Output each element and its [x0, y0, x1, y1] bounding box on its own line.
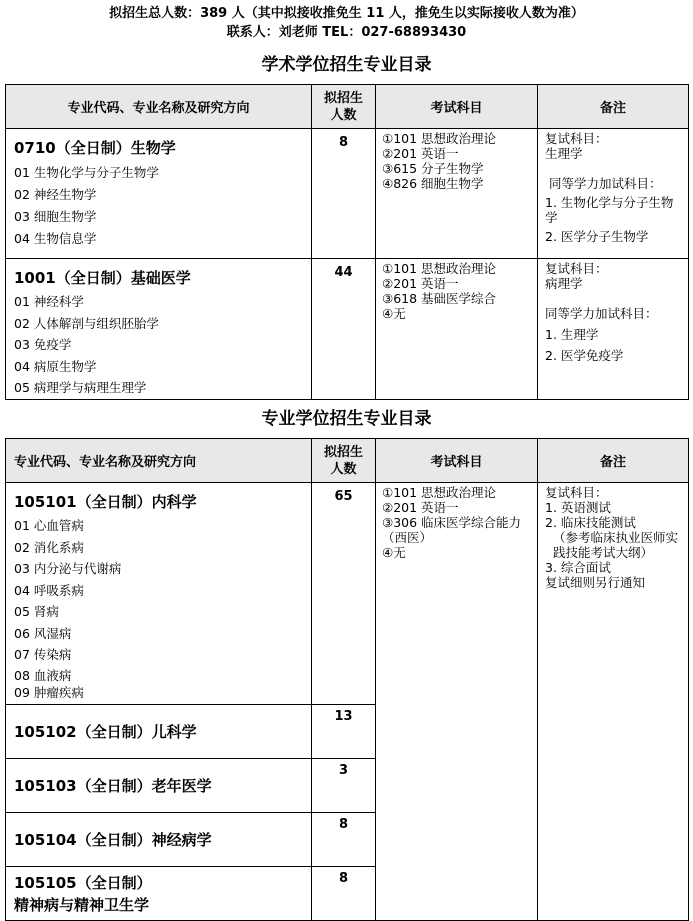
note-item: 1. 生物化学与分子生物学 [545, 195, 674, 225]
note-item: 复试细则另行通知 [545, 575, 646, 590]
exam-item: ④826 细胞生物学 [382, 176, 484, 191]
exam-item: ②201 英语一 [382, 500, 459, 515]
exam-item: ③306 临床医学综合能力（西医） [382, 515, 522, 545]
direction: 06 风湿病 [14, 625, 72, 641]
total-enrollment-line: 拟招生总人数：389 人（其中拟接收推免生 11 人，推免生以实际接收人数为准） [109, 6, 584, 21]
note-item: 3. 综合面试 [545, 560, 611, 575]
notes [538, 129, 689, 259]
direction: 05 病理学与病理生理学 [14, 380, 147, 395]
major-cell [6, 259, 312, 400]
enroll-count: 3 [312, 759, 376, 813]
direction: 04 病原生物学 [14, 358, 97, 374]
exam-item: ①101 思想政治理论 [382, 131, 497, 146]
col-header-count: 拟招生人数 [312, 439, 376, 483]
major-title: 0710（全日制）生物学 [14, 139, 176, 157]
major-title [6, 867, 312, 921]
note-item: 1. 英语测试 [545, 500, 611, 515]
exam-item: ④无 [382, 306, 406, 321]
col-header-major: 专业代码、专业名称及研究方向 [6, 439, 312, 483]
note-item: （参考临床执业医师实践技能考试大纲） [553, 530, 679, 560]
note-item: 同等学力加试科目： [545, 306, 658, 321]
major-title: 105103（全日制）老年医学 [6, 759, 312, 813]
note-item: 生理学 [545, 146, 583, 161]
academic-section-title: 学术学位招生专业目录 [261, 55, 432, 75]
major-title-line: 105105（全日制） [14, 873, 152, 892]
col-header-note: 备注 [538, 85, 689, 129]
col-header-major: 专业代码、专业名称及研究方向 [6, 85, 312, 129]
col-header-count: 拟招生人数 [312, 85, 376, 129]
exam-item: ③618 基础医学综合 [382, 291, 497, 306]
note-item: 1. 生理学 [545, 327, 599, 342]
professional-table [5, 438, 689, 921]
enroll-count: 8 [312, 813, 376, 867]
direction: 01 心血管病 [14, 518, 84, 533]
direction: 04 呼吸系病 [14, 582, 84, 598]
note-item: 复试科目： [545, 261, 608, 276]
exam-item: ①101 思想政治理论 [382, 485, 497, 500]
direction: 03 细胞生物学 [14, 209, 97, 224]
exam-subjects [376, 259, 538, 400]
exam-subjects [376, 483, 538, 921]
exam-item: ②201 英语一 [382, 146, 459, 161]
col-header-exam: 考试科目 [376, 85, 538, 129]
major-title: 105101（全日制）内科学 [14, 493, 197, 511]
enroll-count: 8 [312, 129, 376, 259]
exam-subjects [376, 129, 538, 259]
major-title: 105102（全日制）儿科学 [6, 705, 312, 759]
note-item: 复试科目： [545, 485, 608, 500]
major-cell [6, 483, 312, 705]
academic-table [5, 84, 689, 400]
table-row [6, 259, 689, 400]
table-header-row [6, 439, 689, 483]
professional-section-title: 专业学位招生专业目录 [261, 409, 432, 429]
direction: 07 传染病 [14, 647, 72, 662]
major-cell [6, 129, 312, 259]
major-title-line: 精神病与精神卫生学 [14, 895, 150, 914]
table-row [6, 129, 689, 259]
enroll-count: 13 [312, 705, 376, 759]
note-item: 复试科目： [545, 131, 608, 146]
enroll-count: 65 [312, 483, 376, 705]
enroll-count: 8 [312, 867, 376, 921]
notes [538, 483, 689, 921]
direction: 02 神经生物学 [14, 187, 97, 202]
exam-item: ④无 [382, 545, 406, 560]
direction: 03 内分泌与代谢病 [14, 561, 122, 576]
direction: 03 免疫学 [14, 337, 72, 352]
direction: 01 生物化学与分子生物学 [14, 165, 159, 180]
major-title: 105104（全日制）神经病学 [6, 813, 312, 867]
note-item: 2. 临床技能测试 [545, 515, 636, 530]
direction: 09 肿瘤疾病 [14, 684, 84, 700]
direction: 02 人体解剖与组织胚胎学 [14, 315, 159, 331]
note-item: 2. 医学分子生物学 [545, 229, 649, 244]
note-item: 病理学 [545, 276, 583, 291]
contact-line: 联系人：刘老师 TEL：027-68893430 [226, 25, 467, 40]
direction: 02 消化系病 [14, 539, 84, 555]
exam-item: ②201 英语一 [382, 276, 459, 291]
major-title: 1001（全日制）基础医学 [14, 269, 191, 287]
col-header-note: 备注 [538, 439, 689, 483]
direction: 08 血液病 [14, 667, 72, 683]
exam-item: ①101 思想政治理论 [382, 261, 497, 276]
direction: 05 肾病 [14, 604, 59, 619]
note-item: 2. 医学免疫学 [545, 348, 624, 363]
col-header-exam: 考试科目 [376, 439, 538, 483]
table-header-row [6, 85, 689, 129]
direction: 01 神经科学 [14, 294, 84, 309]
note-item: 同等学力加试科目： [549, 176, 662, 191]
enroll-count: 44 [312, 259, 376, 400]
notes [538, 259, 689, 400]
table-row [6, 483, 689, 705]
direction: 04 生物信息学 [14, 231, 97, 246]
exam-item: ③615 分子生物学 [382, 161, 484, 176]
